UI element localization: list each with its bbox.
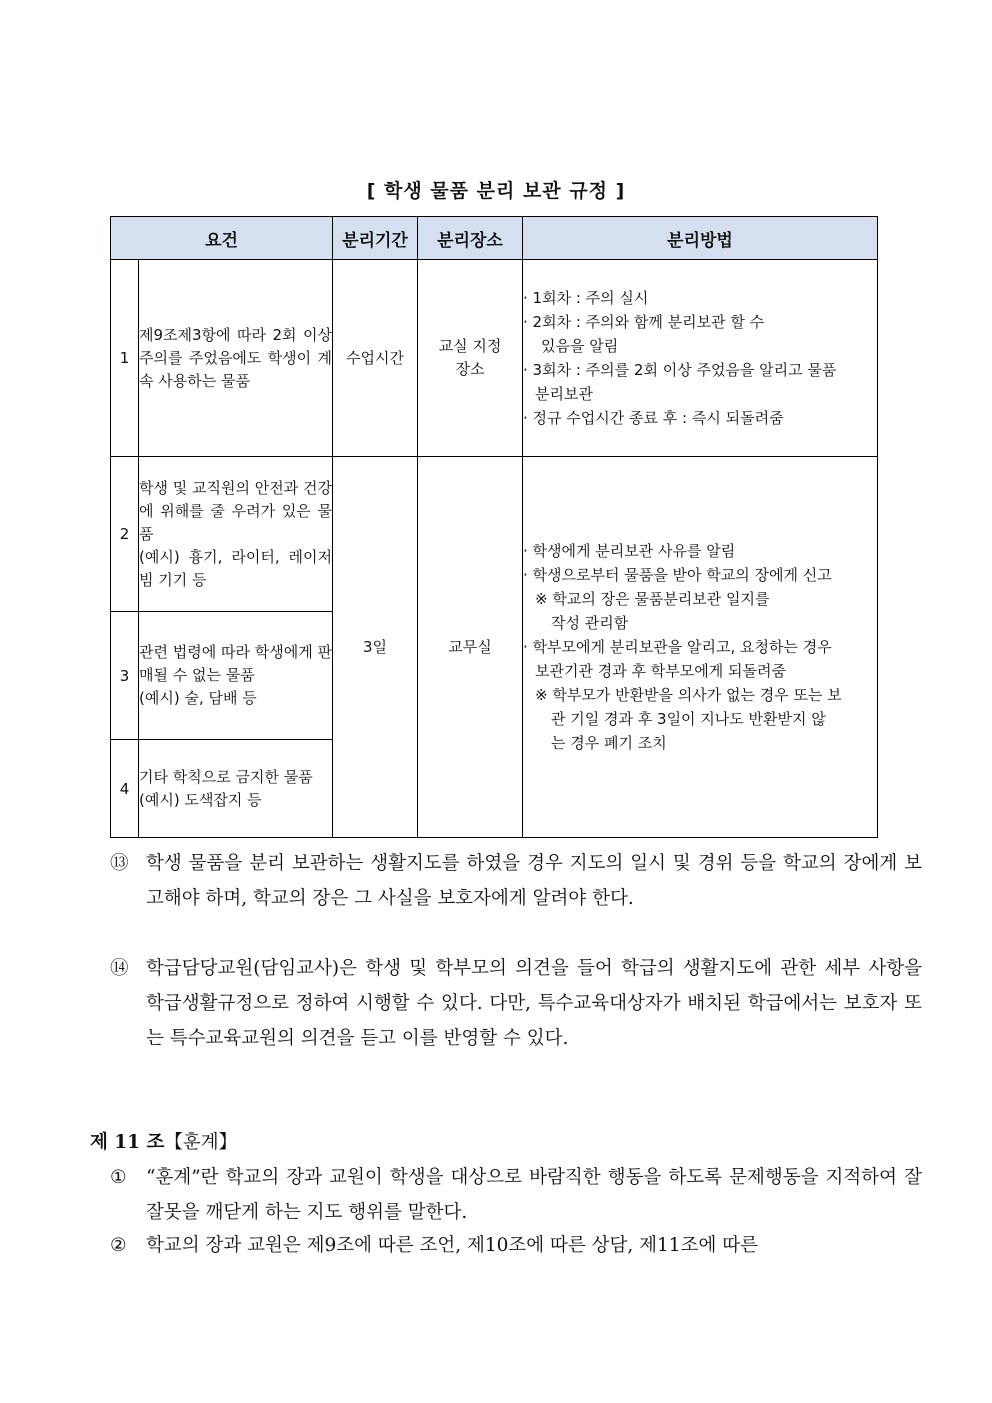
row-period: 수업시간 bbox=[333, 260, 418, 457]
paragraph-text: “훈계”란 학교의 장과 교원이 학생을 대상으로 바람직한 행동을 하도록 문제행동을 지적하여 잘잘못을 깨닫게 하는 지도 행위를 말한다. bbox=[146, 1167, 922, 1223]
table-header-row bbox=[111, 217, 878, 260]
header-place: 분리장소 bbox=[418, 217, 523, 260]
paragraph-text: 학급담당교원(담임교사)은 학생 및 학부모의 의견을 들어 학급의 생활지도에 관한 세부 사항을 학급생활규정으로 정하여 시행할 수 있다. 다만, 특수교육대상자가 배치된 학급에서는 보호자 또는 특수교육교원의 의견을 듣고 이를 반영할 수 있다. bbox=[146, 958, 922, 1049]
header-method: 분리방법 bbox=[523, 217, 878, 260]
method-line: · 3회차 : 주의를 2회 이상 주었음을 알리고 물품 bbox=[523, 361, 837, 379]
method-line: ※ 학부모가 반환받을 의사가 없는 경우 또는 보 bbox=[535, 686, 842, 704]
method-line: 는 경우 폐기 조치 bbox=[551, 734, 667, 752]
method-line: · 정규 수업시간 종료 후 : 즉시 되돌려줌 bbox=[523, 409, 784, 427]
method-line: 분리보관 bbox=[535, 385, 593, 403]
method-line: · 학부모에게 분리보관을 알리고, 요청하는 경우 bbox=[523, 638, 832, 656]
shared-period: 3일 bbox=[333, 457, 418, 838]
paragraph-marker: ⑭ bbox=[110, 958, 129, 979]
method-line: · 1회차 : 주의 실시 bbox=[523, 289, 649, 307]
header-period: 분리기간 bbox=[333, 217, 418, 260]
row-number: 2 bbox=[111, 457, 139, 612]
row-requirement bbox=[139, 612, 333, 740]
method-line: 작성 관리함 bbox=[551, 614, 629, 632]
article-paragraph-1 bbox=[110, 1160, 922, 1230]
method-line: 관 기일 경과 후 3일이 지나도 반환받지 않 bbox=[551, 710, 826, 728]
header-requirement: 요건 bbox=[111, 217, 333, 260]
requirement-text: 관련 법령에 따라 학생에게 판매될 수 없는 물품 bbox=[139, 643, 333, 684]
row-requirement bbox=[139, 457, 333, 612]
table-title: [ 학생 물품 분리 보관 규정 ] bbox=[366, 180, 626, 202]
row-requirement bbox=[139, 740, 333, 838]
paragraph-marker: ① bbox=[110, 1167, 127, 1188]
row-method bbox=[523, 260, 878, 457]
method-line: 있음을 알림 bbox=[541, 337, 619, 355]
paragraph-14 bbox=[110, 951, 922, 1056]
article-title: 【훈계】 bbox=[164, 1132, 238, 1153]
method-line: · 2회차 : 주의와 함께 분리보관 할 수 bbox=[523, 313, 765, 331]
shared-method bbox=[523, 457, 878, 838]
paragraph-marker: ⑬ bbox=[110, 853, 129, 874]
table-row bbox=[111, 260, 878, 457]
article-heading bbox=[90, 1128, 237, 1154]
method-line: ※ 학교의 장은 물품분리보관 일지를 bbox=[535, 590, 770, 608]
method-line: · 학생으로부터 물품을 받아 학교의 장에게 신고 bbox=[523, 566, 832, 584]
shared-place: 교무실 bbox=[418, 457, 523, 838]
requirement-example: (예시) 흉기, 라이터, 레이저빔 기기 등 bbox=[139, 547, 333, 589]
requirement-example: (예시) 도색잡지 등 bbox=[139, 790, 262, 809]
table-row bbox=[111, 457, 878, 612]
paragraph-text: 학교의 장과 교원은 제9조에 따른 조언, 제10조에 따른 상담, 제11조에 따른 bbox=[146, 1235, 758, 1256]
paragraph-text: 학생 물품을 분리 보관하는 생활지도를 하였을 경우 지도의 일시 및 경위 등을 학교의 장에게 보고해야 하며, 학교의 장은 그 사실을 보호자에게 알려야 한다. bbox=[146, 853, 922, 909]
requirement-text: 기타 학칙으로 금지한 물품 bbox=[139, 767, 313, 786]
article-paragraph-2 bbox=[110, 1228, 922, 1263]
row-number: 1 bbox=[111, 260, 139, 457]
row-number: 4 bbox=[111, 740, 139, 838]
row-number: 3 bbox=[111, 612, 139, 740]
method-line: 보관기관 경과 후 학부모에게 되돌려줌 bbox=[535, 662, 786, 680]
article-number: 제 11 조 bbox=[90, 1132, 165, 1153]
row-place: 교실 지정 장소 bbox=[418, 260, 523, 457]
requirement-text: 학생 및 교직원의 안전과 건강에 위해를 줄 우려가 있은 물품 bbox=[139, 478, 333, 543]
storage-rules-table bbox=[110, 216, 878, 838]
paragraph-marker: ② bbox=[110, 1235, 127, 1256]
paragraph-13 bbox=[110, 846, 922, 916]
method-line: · 학생에게 분리보관 사유를 알림 bbox=[523, 542, 736, 560]
requirement-example: (예시) 술, 담배 등 bbox=[139, 689, 257, 707]
row-requirement: 제9조제3항에 따라 2회 이상 주의를 주었음에도 학생이 계속 사용하는 물품 bbox=[139, 260, 333, 457]
